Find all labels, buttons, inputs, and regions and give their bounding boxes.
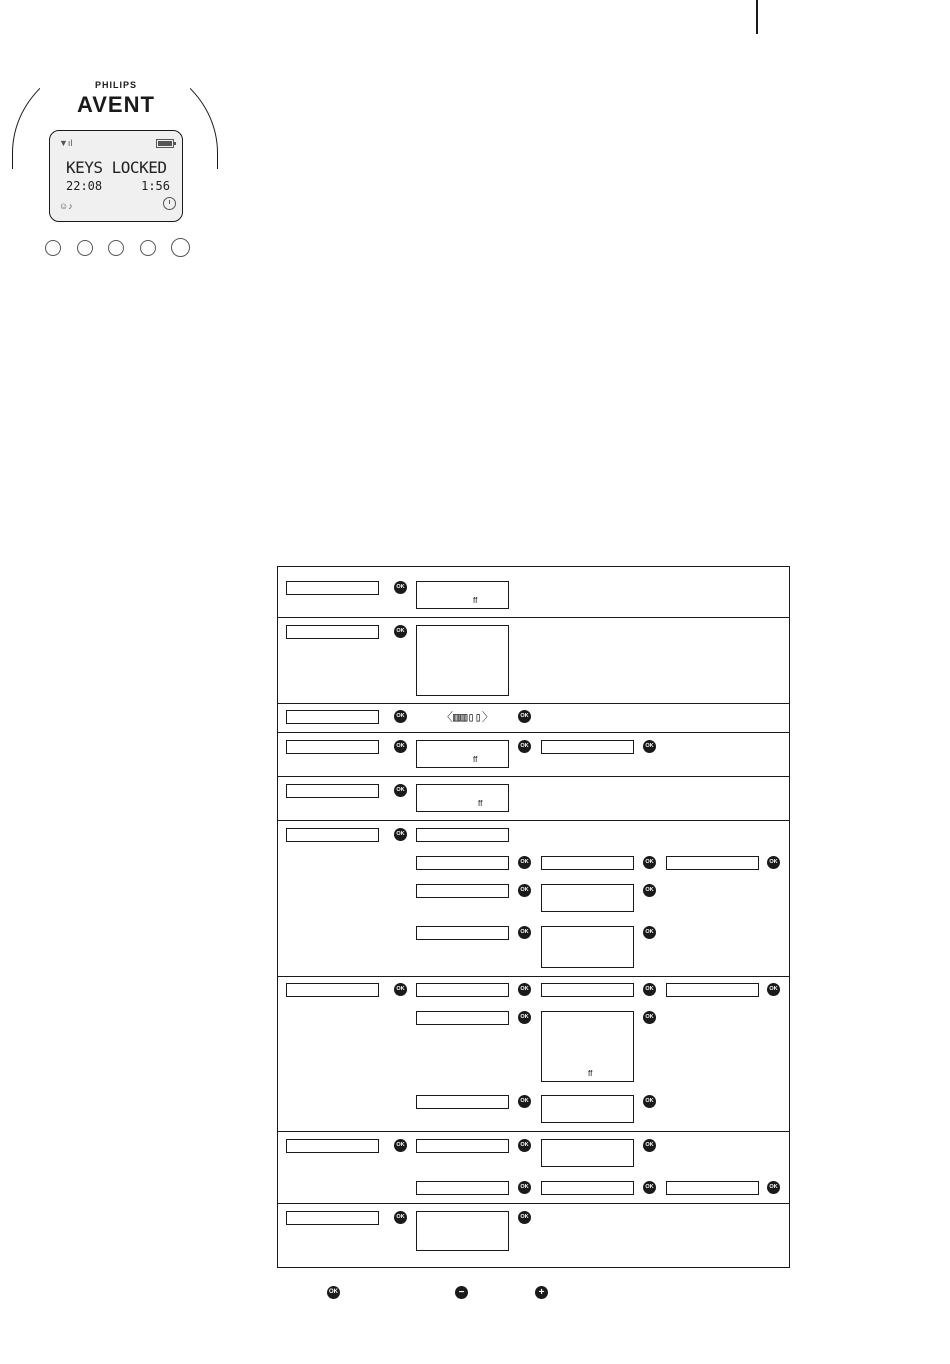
ok-icon: OK: [643, 983, 656, 996]
menu-item-box: [286, 625, 379, 639]
menu-item-box: [286, 1211, 379, 1225]
ok-icon: OK: [394, 710, 407, 723]
menu-item-box: [286, 828, 379, 842]
brand-philips: PHILIPS: [95, 80, 138, 90]
ok-icon: OK: [643, 1095, 656, 1108]
ok-icon: OK: [394, 1211, 407, 1224]
ok-icon: OK: [643, 926, 656, 939]
submenu-box: [541, 983, 634, 997]
ok-icon: OK: [518, 740, 531, 753]
menu-item-box: [286, 740, 379, 754]
submenu-box: [541, 740, 634, 754]
brand-avent: AVENT: [77, 92, 155, 117]
legend-plus-icon: +: [535, 1286, 548, 1299]
ok-icon: OK: [518, 856, 531, 869]
level-slider: 〈▥▥▯▯〉: [441, 710, 494, 724]
device-button-2: [77, 240, 93, 256]
device-button-5: [171, 238, 190, 257]
option-box: ff: [416, 784, 509, 812]
submenu-box: [416, 1181, 509, 1195]
ok-icon: OK: [518, 983, 531, 996]
top-rule: [756, 0, 758, 34]
submenu-box: [416, 1095, 509, 1109]
ok-icon: OK: [518, 1181, 531, 1194]
option-box: [416, 1211, 509, 1251]
device-button-3: [108, 240, 124, 256]
ok-icon: OK: [643, 1139, 656, 1152]
lcd-timer: 1:56: [141, 179, 170, 193]
submenu-box: [666, 856, 759, 870]
submenu-box: [416, 884, 509, 898]
ok-icon: OK: [518, 926, 531, 939]
ok-icon: OK: [643, 740, 656, 753]
ok-icon: OK: [518, 1011, 531, 1024]
menu-table: [277, 566, 790, 1268]
option-box: ff: [416, 740, 509, 768]
ok-icon: OK: [518, 1095, 531, 1108]
submenu-box: [666, 1181, 759, 1195]
ok-icon: OK: [767, 856, 780, 869]
menu-item-box: [286, 784, 379, 798]
timer-icon: [163, 197, 176, 210]
ok-icon: OK: [394, 983, 407, 996]
ok-icon: OK: [643, 1181, 656, 1194]
option-list-box: [416, 625, 509, 696]
submenu-box: [416, 1011, 509, 1025]
ok-icon: OK: [394, 581, 407, 594]
ok-icon: OK: [643, 884, 656, 897]
lcd-screen: [49, 130, 183, 222]
legend-minus-icon: −: [455, 1286, 468, 1299]
ok-icon: OK: [518, 884, 531, 897]
submenu-box: [541, 856, 634, 870]
battery-icon: [156, 139, 174, 148]
ok-icon: OK: [518, 1211, 531, 1224]
ok-icon: OK: [394, 784, 407, 797]
ok-icon: OK: [767, 1181, 780, 1194]
option-box: ff: [416, 581, 509, 609]
legend-ok-icon: OK: [327, 1286, 340, 1299]
ok-icon: OK: [394, 740, 407, 753]
submenu-box: [416, 926, 509, 940]
ok-icon: OK: [643, 856, 656, 869]
option-box: [541, 1095, 634, 1123]
ok-icon: OK: [518, 710, 531, 723]
menu-item-box: [286, 1139, 379, 1153]
ok-icon: OK: [394, 1139, 407, 1152]
ok-icon: OK: [394, 625, 407, 638]
signal-icon: ▼ıl: [59, 138, 73, 148]
submenu-box: [541, 1181, 634, 1195]
submenu-box: [666, 983, 759, 997]
menu-item-box: [286, 710, 379, 724]
submenu-box: [416, 1139, 509, 1153]
menu-item-box: [286, 983, 379, 997]
lcd-time: 22:08: [66, 179, 103, 193]
ok-icon: OK: [394, 828, 407, 841]
lcd-line1: KEYS LOCKED: [66, 158, 167, 177]
ok-icon: OK: [643, 1011, 656, 1024]
submenu-box: [416, 856, 509, 870]
menu-item-box: [286, 581, 379, 595]
submenu-box: [416, 828, 509, 842]
option-box: [541, 884, 634, 912]
submenu-box: [416, 983, 509, 997]
option-box: [541, 1139, 634, 1167]
option-list-box: ff: [541, 1011, 634, 1082]
baby-icon: ☺♪: [59, 201, 73, 211]
ok-icon: OK: [518, 1139, 531, 1152]
ok-icon: OK: [767, 983, 780, 996]
device-button-1: [45, 240, 61, 256]
device-button-4: [140, 240, 156, 256]
option-box: [541, 926, 634, 968]
